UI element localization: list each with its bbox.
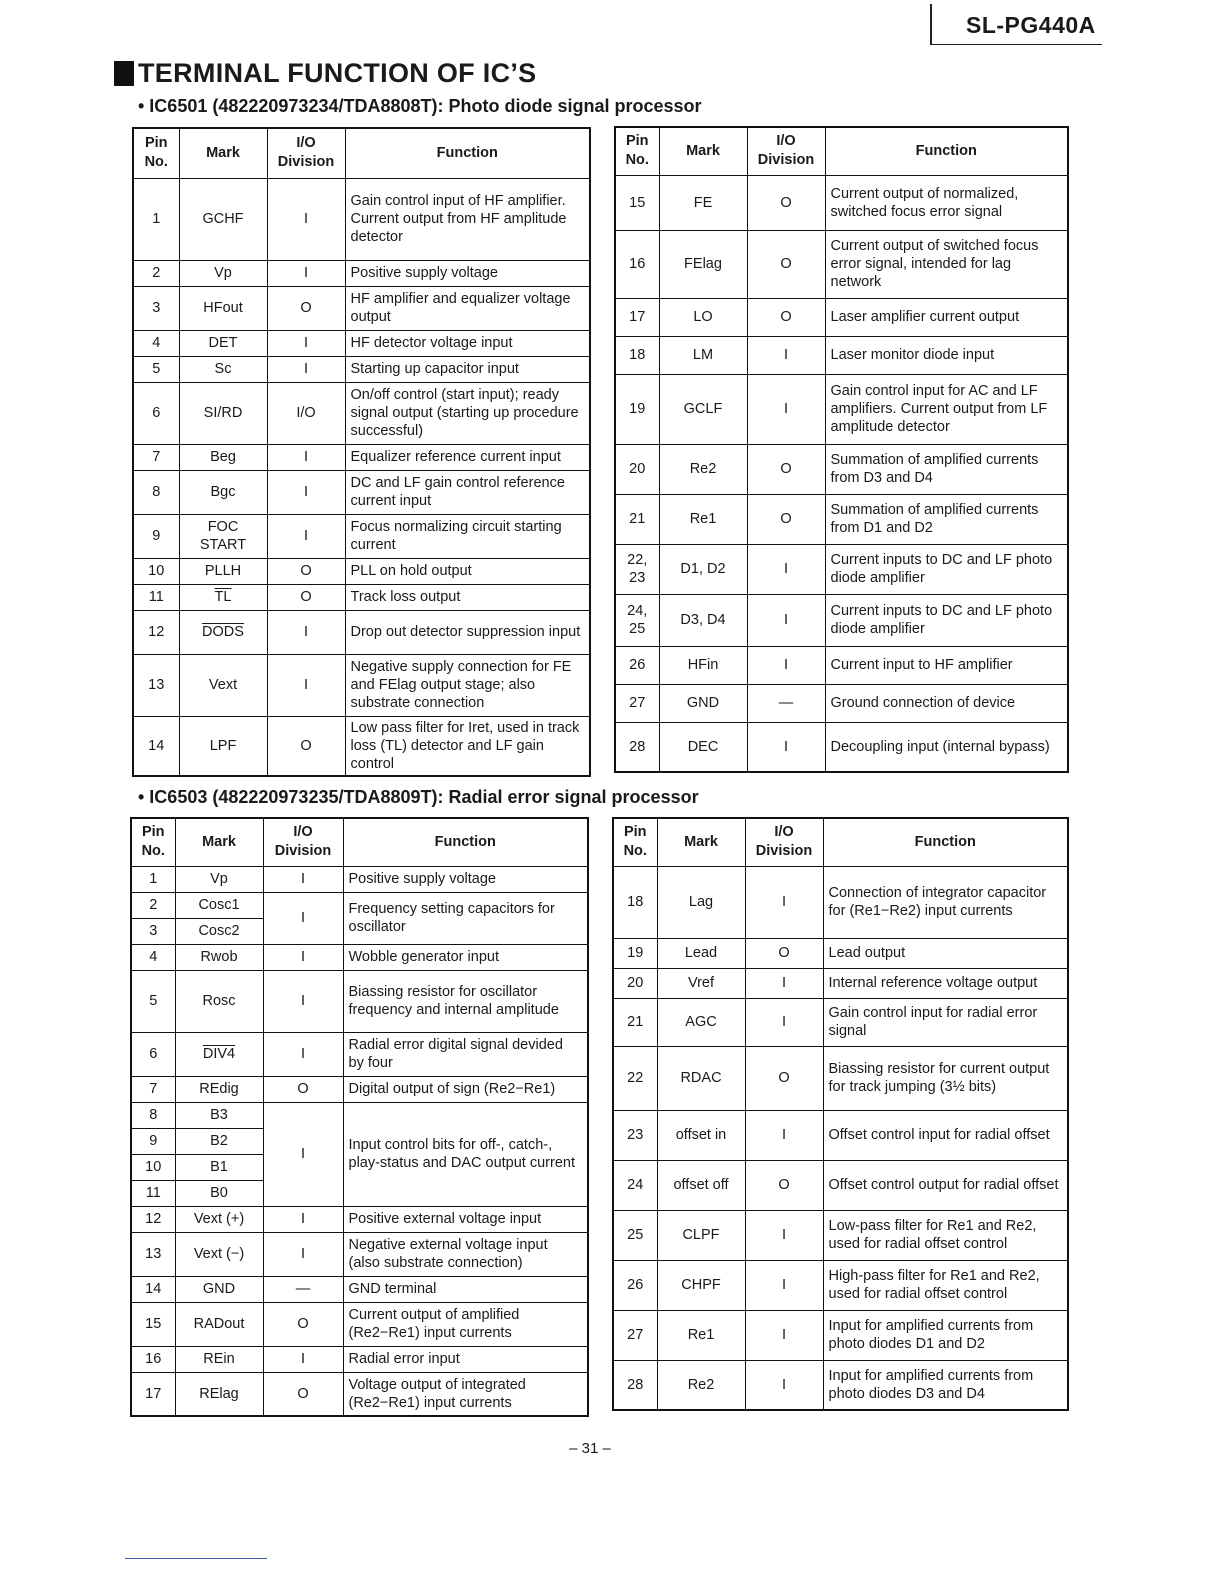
model-number: SL-PG440A xyxy=(966,12,1096,38)
mark: offset in xyxy=(657,1110,745,1160)
io: I xyxy=(745,968,823,998)
pin: 21 xyxy=(615,494,659,544)
mark: Lag xyxy=(657,866,745,938)
pin: 10 xyxy=(133,558,179,584)
function: Low-pass filter for Re1 and Re2, used for radial offset control xyxy=(823,1210,1068,1260)
io: I xyxy=(267,514,345,558)
table-row xyxy=(615,544,1068,594)
pin: 11 xyxy=(133,584,179,610)
pin: 2 xyxy=(133,260,179,286)
table-row xyxy=(615,494,1068,544)
mark: Vext xyxy=(179,654,267,716)
io: I xyxy=(263,1346,343,1372)
io: I xyxy=(267,654,345,716)
mark: REin xyxy=(175,1346,263,1372)
io: — xyxy=(263,1276,343,1302)
section-title xyxy=(114,58,537,89)
page-number: – 31 – xyxy=(569,1440,611,1457)
pin: 22, 23 xyxy=(615,544,659,594)
table-row xyxy=(133,330,590,356)
table-row xyxy=(615,175,1068,230)
pin: 14 xyxy=(131,1276,175,1302)
io: I xyxy=(267,330,345,356)
mark: LO xyxy=(659,298,747,336)
mark: B3 xyxy=(175,1102,263,1128)
pin: 3 xyxy=(131,918,175,944)
pin: 28 xyxy=(613,1360,657,1410)
io: I xyxy=(267,178,345,260)
table-row xyxy=(131,1032,588,1076)
io: O xyxy=(263,1302,343,1346)
pin: 1 xyxy=(133,178,179,260)
io: I xyxy=(263,892,343,944)
mark: B2 xyxy=(175,1128,263,1154)
function: Offset control output for radial offset xyxy=(823,1160,1068,1210)
io: O xyxy=(745,1160,823,1210)
table-row xyxy=(131,1232,588,1276)
io: O xyxy=(747,175,825,230)
function: Frequency setting capacitors for oscillator xyxy=(343,892,588,944)
pin: 14 xyxy=(133,716,179,776)
function: HF amplifier and equalizer voltage output xyxy=(345,286,590,330)
header-io: I/O Division xyxy=(263,818,343,866)
function: Decoupling input (internal bypass) xyxy=(825,722,1068,772)
pin: 20 xyxy=(613,968,657,998)
io: I xyxy=(263,866,343,892)
io: I xyxy=(747,374,825,444)
table-row xyxy=(133,178,590,260)
function: Negative supply connection for FE and FElag output stage; also substrate connection xyxy=(345,654,590,716)
table-row xyxy=(615,298,1068,336)
pin: 8 xyxy=(133,470,179,514)
table-row xyxy=(133,356,590,382)
mark: B0 xyxy=(175,1180,263,1206)
io: I xyxy=(745,1110,823,1160)
pin: 25 xyxy=(613,1210,657,1260)
io: I xyxy=(267,470,345,514)
mark: RElag xyxy=(175,1372,263,1416)
header-io: I/O Division xyxy=(745,818,823,866)
pin: 12 xyxy=(131,1206,175,1232)
function: Laser amplifier current output xyxy=(825,298,1068,336)
io: I xyxy=(263,970,343,1032)
table-row xyxy=(613,998,1068,1046)
header-function: Function xyxy=(825,127,1068,175)
pin: 26 xyxy=(615,646,659,684)
function: Equalizer reference current input xyxy=(345,444,590,470)
pin: 6 xyxy=(133,382,179,444)
function: Current inputs to DC and LF photo diode amplifier xyxy=(825,544,1068,594)
io: I xyxy=(745,1310,823,1360)
pin: 15 xyxy=(131,1302,175,1346)
table-row xyxy=(613,1360,1068,1410)
io: — xyxy=(747,684,825,722)
table-row xyxy=(613,938,1068,968)
function: Offset control input for radial offset xyxy=(823,1110,1068,1160)
pin: 8 xyxy=(131,1102,175,1128)
function: Current output of amplified (Re2−Re1) input currents xyxy=(343,1302,588,1346)
table-row xyxy=(613,1260,1068,1310)
io: I xyxy=(267,260,345,286)
header-pin: Pin No. xyxy=(133,128,179,178)
io: O xyxy=(747,444,825,494)
mark: LPF xyxy=(179,716,267,776)
pin: 13 xyxy=(131,1232,175,1276)
io: O xyxy=(267,558,345,584)
function: Biassing resistor for current output for track jumping (3½ bits) xyxy=(823,1046,1068,1110)
ic6503-table-left xyxy=(130,817,589,1417)
io: I xyxy=(263,1032,343,1076)
section-title-text: TERMINAL FUNCTION OF IC’S xyxy=(138,58,537,88)
table-row xyxy=(133,470,590,514)
mark: REdig xyxy=(175,1076,263,1102)
table-row xyxy=(133,558,590,584)
mark: DIV4 xyxy=(175,1032,263,1076)
function: Positive external voltage input xyxy=(343,1206,588,1232)
mark: HFout xyxy=(179,286,267,330)
mark: Sc xyxy=(179,356,267,382)
table-row xyxy=(131,1076,588,1102)
mark: Re1 xyxy=(657,1310,745,1360)
pin: 16 xyxy=(131,1346,175,1372)
table-row xyxy=(613,866,1068,938)
table-row xyxy=(613,1110,1068,1160)
function: Drop out detector suppression input xyxy=(345,610,590,654)
mark: Vext (−) xyxy=(175,1232,263,1276)
function: HF detector voltage input xyxy=(345,330,590,356)
pin: 11 xyxy=(131,1180,175,1206)
function: GND terminal xyxy=(343,1276,588,1302)
pin: 20 xyxy=(615,444,659,494)
header-pin: Pin No. xyxy=(613,818,657,866)
pin: 18 xyxy=(615,336,659,374)
pin: 15 xyxy=(615,175,659,230)
pin: 24, 25 xyxy=(615,594,659,646)
ic6501-table-left xyxy=(132,127,591,777)
header-function: Function xyxy=(823,818,1068,866)
function: Input for amplified currents from photo diodes D1 and D2 xyxy=(823,1310,1068,1360)
mark: Cosc1 xyxy=(175,892,263,918)
pin: 4 xyxy=(133,330,179,356)
pin: 10 xyxy=(131,1154,175,1180)
header-mark: Mark xyxy=(175,818,263,866)
function: Gain control input for radial error signal xyxy=(823,998,1068,1046)
function: Input for amplified currents from photo diodes D3 and D4 xyxy=(823,1360,1068,1410)
table-row xyxy=(133,286,590,330)
io: I xyxy=(745,1260,823,1310)
mark: GND xyxy=(175,1276,263,1302)
table-row xyxy=(613,1160,1068,1210)
io: O xyxy=(747,298,825,336)
table-row xyxy=(133,382,590,444)
table-header-row xyxy=(613,818,1068,866)
ic6501-table-right xyxy=(614,126,1069,773)
header-pin: Pin No. xyxy=(615,127,659,175)
header-io: I/O Division xyxy=(747,127,825,175)
square-bullet-icon xyxy=(114,61,134,86)
table-row xyxy=(131,1372,588,1416)
mark: RDAC xyxy=(657,1046,745,1110)
mark: RADout xyxy=(175,1302,263,1346)
header-mark: Mark xyxy=(179,128,267,178)
io: I xyxy=(747,594,825,646)
header-pin: Pin No. xyxy=(131,818,175,866)
pin: 5 xyxy=(131,970,175,1032)
mark: Beg xyxy=(179,444,267,470)
function: Voltage output of integrated (Re2−Re1) input currents xyxy=(343,1372,588,1416)
table-row xyxy=(131,970,588,1032)
function: Gain control input of HF amplifier. Current output from HF amplitude detector xyxy=(345,178,590,260)
function: Radial error input xyxy=(343,1346,588,1372)
function: Current inputs to DC and LF photo diode amplifier xyxy=(825,594,1068,646)
table-row xyxy=(131,944,588,970)
table-row xyxy=(615,646,1068,684)
mark: AGC xyxy=(657,998,745,1046)
table-row xyxy=(131,1276,588,1302)
function: Current input to HF amplifier xyxy=(825,646,1068,684)
ic6503-table-right xyxy=(612,817,1069,1411)
mark: Re2 xyxy=(657,1360,745,1410)
table-header-row xyxy=(131,818,588,866)
mark: LM xyxy=(659,336,747,374)
table-row xyxy=(133,654,590,716)
table-row xyxy=(613,968,1068,998)
footer-rule xyxy=(125,1558,267,1559)
table-row xyxy=(133,716,590,776)
table-row xyxy=(131,1346,588,1372)
pin: 27 xyxy=(613,1310,657,1360)
function: Internal reference voltage output xyxy=(823,968,1068,998)
header-mark: Mark xyxy=(659,127,747,175)
io: I xyxy=(747,336,825,374)
pin: 7 xyxy=(133,444,179,470)
ic6501-title: • IC6501 (482220973234/TDA8808T): Photo diode signal processor xyxy=(138,96,702,116)
io: I xyxy=(263,1232,343,1276)
io: I xyxy=(747,544,825,594)
table-row xyxy=(613,1046,1068,1110)
mark: SI/RD xyxy=(179,382,267,444)
function: Current output of normalized, switched focus error signal xyxy=(825,175,1068,230)
header-function: Function xyxy=(343,818,588,866)
pin: 28 xyxy=(615,722,659,772)
io: I xyxy=(745,1360,823,1410)
mark: FE xyxy=(659,175,747,230)
io: I xyxy=(745,1210,823,1260)
table-row xyxy=(613,1210,1068,1260)
pin: 3 xyxy=(133,286,179,330)
pin: 5 xyxy=(133,356,179,382)
io: I xyxy=(263,1206,343,1232)
table-row xyxy=(133,610,590,654)
table-row xyxy=(615,684,1068,722)
pin: 7 xyxy=(131,1076,175,1102)
io: O xyxy=(263,1076,343,1102)
function: Low pass filter for Iret, used in track loss (TL) detector and LF gain control xyxy=(345,716,590,776)
mark: offset off xyxy=(657,1160,745,1210)
mark: Lead xyxy=(657,938,745,968)
function: Current output of switched focus error signal, intended for lag network xyxy=(825,230,1068,298)
model-header xyxy=(930,4,1102,45)
pin: 1 xyxy=(131,866,175,892)
mark: Rwob xyxy=(175,944,263,970)
pin: 18 xyxy=(613,866,657,938)
table-row xyxy=(133,584,590,610)
function: Digital output of sign (Re2−Re1) xyxy=(343,1076,588,1102)
table-row xyxy=(615,444,1068,494)
mark: GCHF xyxy=(179,178,267,260)
function: Connection of integrator capacitor for (Re1−Re2) input currents xyxy=(823,866,1068,938)
pin: 6 xyxy=(131,1032,175,1076)
mark: Re1 xyxy=(659,494,747,544)
mark: HFin xyxy=(659,646,747,684)
io: O xyxy=(267,286,345,330)
io: I xyxy=(745,866,823,938)
io: O xyxy=(745,938,823,968)
pin: 26 xyxy=(613,1260,657,1310)
function: Lead output xyxy=(823,938,1068,968)
function: Summation of amplified currents from D3 and D4 xyxy=(825,444,1068,494)
mark: PLLH xyxy=(179,558,267,584)
function: Gain control input for AC and LF amplifiers. Current output from LF amplitude detector xyxy=(825,374,1068,444)
mark: D1, D2 xyxy=(659,544,747,594)
mark: Vref xyxy=(657,968,745,998)
io: I xyxy=(263,1102,343,1206)
io: I xyxy=(267,444,345,470)
io: O xyxy=(747,230,825,298)
table-row xyxy=(615,336,1068,374)
table-row xyxy=(131,1302,588,1346)
table-row xyxy=(615,374,1068,444)
io: I xyxy=(745,998,823,1046)
io: O xyxy=(263,1372,343,1416)
function: High-pass filter for Re1 and Re2, used for radial offset control xyxy=(823,1260,1068,1310)
table-row xyxy=(131,1206,588,1232)
function: Input control bits for off-, catch-, play-status and DAC output current xyxy=(343,1102,588,1206)
pin: 19 xyxy=(613,938,657,968)
pin: 2 xyxy=(131,892,175,918)
header-function: Function xyxy=(345,128,590,178)
mark: Rosc xyxy=(175,970,263,1032)
io: I xyxy=(747,646,825,684)
pin: 23 xyxy=(613,1110,657,1160)
function: On/off control (start input); ready signal output (starting up procedure successful) xyxy=(345,382,590,444)
io: O xyxy=(267,716,345,776)
table-row xyxy=(131,892,588,918)
mark: GND xyxy=(659,684,747,722)
mark: FOC START xyxy=(179,514,267,558)
table-row xyxy=(615,230,1068,298)
pin: 22 xyxy=(613,1046,657,1110)
function: Summation of amplified currents from D1 and D2 xyxy=(825,494,1068,544)
pin: 17 xyxy=(131,1372,175,1416)
pin: 9 xyxy=(131,1128,175,1154)
mark: Vp xyxy=(175,866,263,892)
ic6503-title: • IC6503 (482220973235/TDA8809T): Radial error signal processor xyxy=(138,787,699,807)
io: I xyxy=(267,356,345,382)
function: Radial error digital signal devided by four xyxy=(343,1032,588,1076)
function: Wobble generator input xyxy=(343,944,588,970)
io: I/O xyxy=(267,382,345,444)
function: DC and LF gain control reference current input xyxy=(345,470,590,514)
function: Focus normalizing circuit starting current xyxy=(345,514,590,558)
pin: 17 xyxy=(615,298,659,336)
function: Negative external voltage input (also substrate connection) xyxy=(343,1232,588,1276)
mark: GCLF xyxy=(659,374,747,444)
io: I xyxy=(747,722,825,772)
table-header-row xyxy=(615,127,1068,175)
io: O xyxy=(747,494,825,544)
function: PLL on hold output xyxy=(345,558,590,584)
table-row xyxy=(615,594,1068,646)
header-io: I/O Division xyxy=(267,128,345,178)
table-row xyxy=(131,866,588,892)
table-row xyxy=(131,1102,588,1128)
pin: 4 xyxy=(131,944,175,970)
mark: Vp xyxy=(179,260,267,286)
mark: Bgc xyxy=(179,470,267,514)
function: Biassing resistor for oscillator frequency and internal amplitude xyxy=(343,970,588,1032)
mark: B1 xyxy=(175,1154,263,1180)
function: Positive supply voltage xyxy=(343,866,588,892)
table-row xyxy=(613,1310,1068,1360)
mark: DEC xyxy=(659,722,747,772)
function: Starting up capacitor input xyxy=(345,356,590,382)
mark: Vext (+) xyxy=(175,1206,263,1232)
pin: 19 xyxy=(615,374,659,444)
pin: 16 xyxy=(615,230,659,298)
function: Track loss output xyxy=(345,584,590,610)
function: Ground connection of device xyxy=(825,684,1068,722)
table-row xyxy=(615,722,1068,772)
io: O xyxy=(267,584,345,610)
mark: $\overline{TL}$ xyxy=(179,584,267,610)
pin: 12 xyxy=(133,610,179,654)
mark: CLPF xyxy=(657,1210,745,1260)
mark: Cosc2 xyxy=(175,918,263,944)
function: Positive supply voltage xyxy=(345,260,590,286)
io: I xyxy=(267,610,345,654)
table-header-row xyxy=(133,128,590,178)
function: Laser monitor diode input xyxy=(825,336,1068,374)
table-row xyxy=(133,514,590,558)
table-row xyxy=(133,444,590,470)
table-row xyxy=(133,260,590,286)
header-mark: Mark xyxy=(657,818,745,866)
pin: 13 xyxy=(133,654,179,716)
io: O xyxy=(745,1046,823,1110)
pin: 21 xyxy=(613,998,657,1046)
mark: DODS xyxy=(179,610,267,654)
mark: CHPF xyxy=(657,1260,745,1310)
mark: D3, D4 xyxy=(659,594,747,646)
mark: FElag xyxy=(659,230,747,298)
io: I xyxy=(263,944,343,970)
mark: DET xyxy=(179,330,267,356)
pin: 9 xyxy=(133,514,179,558)
mark: Re2 xyxy=(659,444,747,494)
pin: 24 xyxy=(613,1160,657,1210)
pin: 27 xyxy=(615,684,659,722)
